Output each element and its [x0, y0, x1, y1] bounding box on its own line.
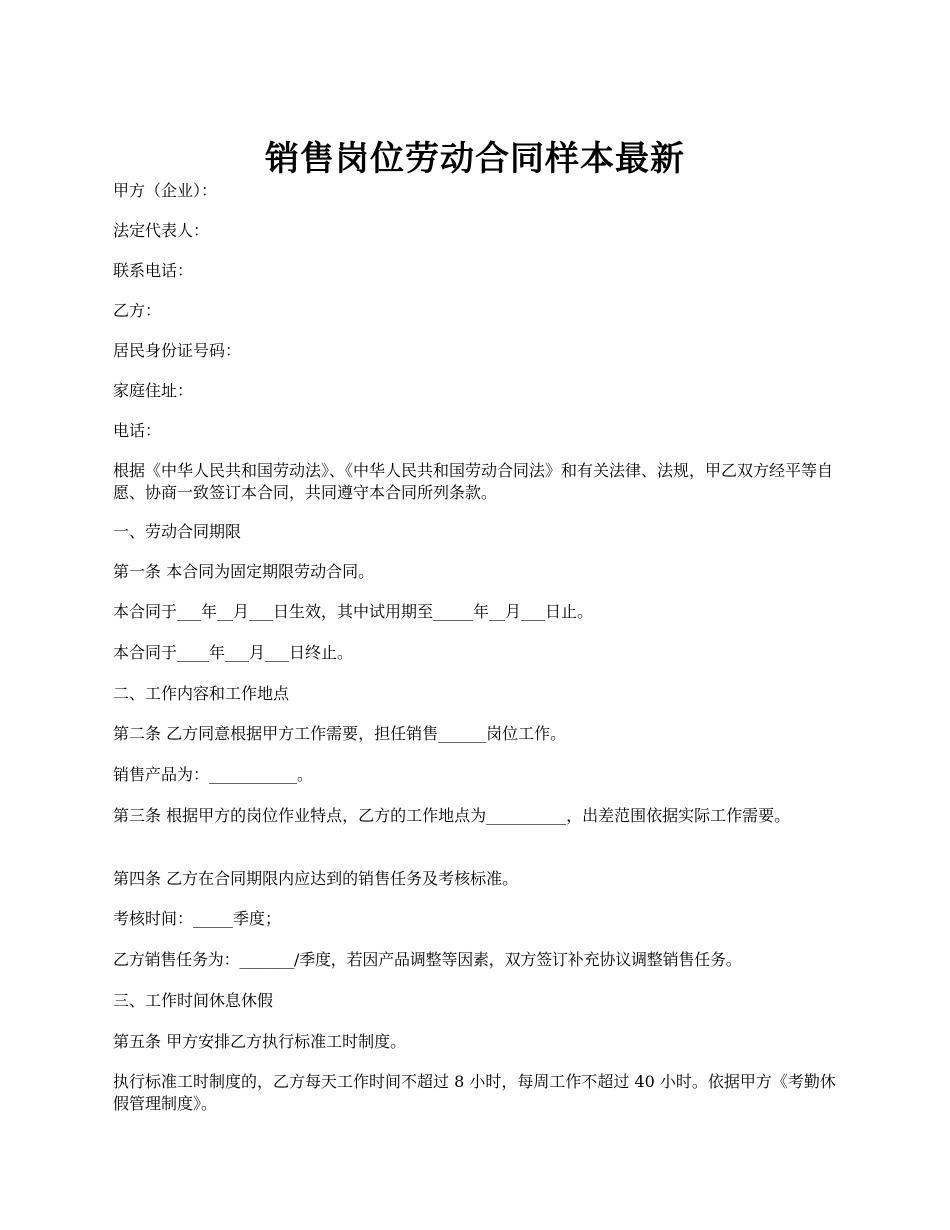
article-4: 第四条 乙方在合同期限内应达到的销售任务及考核标准。	[113, 869, 519, 888]
section-1-heading: 一、劳动合同期限	[113, 522, 242, 541]
termination-date: 本合同于____年___月___日终止。	[113, 643, 354, 662]
party-a-company: 甲方（企业）：	[113, 181, 218, 200]
assessment-period: 考核时间：_____季度；	[113, 909, 282, 928]
home-address: 家庭住址：	[113, 381, 194, 400]
phone: 电话：	[113, 421, 162, 440]
contact-phone: 联系电话：	[113, 261, 194, 280]
document-title: 销售岗位劳动合同样本最新	[265, 138, 685, 179]
id-number: 居民身份证号码：	[113, 341, 242, 360]
section-3-heading: 三、工作时间休息休假	[113, 991, 274, 1010]
article-1: 第一条 本合同为固定期限劳动合同。	[113, 562, 375, 581]
section-2-heading: 二、工作内容和工作地点	[113, 684, 290, 703]
article-5: 第五条 甲方安排乙方执行标准工时制度。	[113, 1032, 407, 1051]
preamble: 根据《中华人民共和国劳动法》、《中华人民共和国劳动合同法》和有关法律、法规，甲乙双方经平等自愿、协商一致签订本合同，共同遵守本合同所列条款。	[113, 461, 834, 502]
article-2: 第二条 乙方同意根据甲方工作需要，担任销售______岗位工作。	[113, 724, 567, 743]
sales-target: 乙方销售任务为：_______/季度，若因产品调整等因素，双方签订补充协议调整销售任务。	[113, 950, 742, 969]
effective-date: 本合同于___年__月___日生效，其中试用期至_____年__月___日止。	[113, 602, 594, 621]
legal-representative: 法定代表人：	[113, 221, 210, 240]
party-b: 乙方：	[113, 301, 162, 320]
sales-product: 销售产品为：___________。	[113, 765, 314, 784]
article-3: 第三条 根据甲方的岗位作业特点，乙方的工作地点为__________，出差范围依据实际工作需要。	[113, 806, 791, 825]
working-hours: 执行标准工时制度的，乙方每天工作时间不超过 8 小时，每周工作不超过 40 小时。依据甲方《考勤休假管理制度》。	[113, 1072, 836, 1113]
